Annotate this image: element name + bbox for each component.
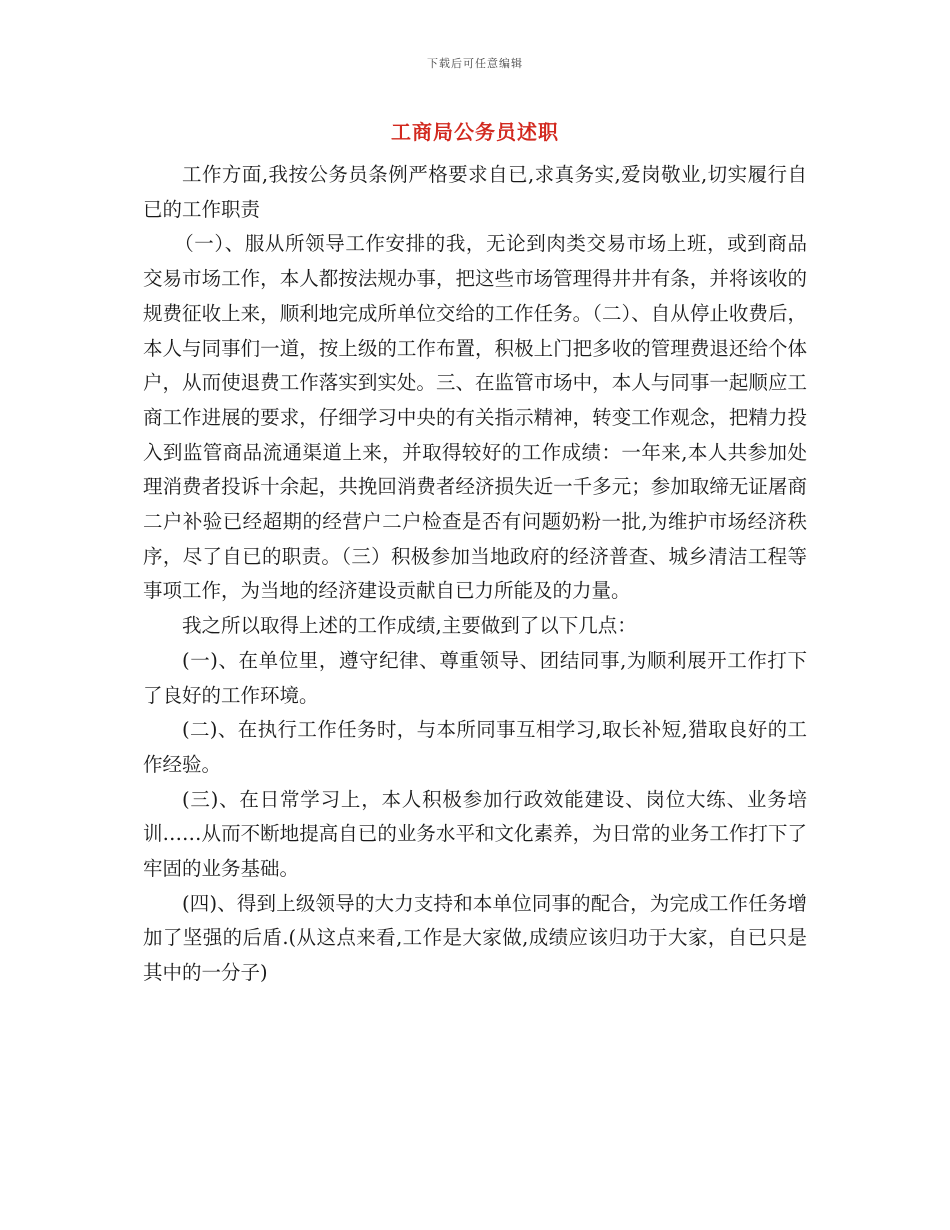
paragraph-point-1: (一)、在单位里，遵守纪律、尊重领导、团结同事,为顺利展开工作打下了良好的工作环境。 — [143, 648, 807, 707]
page-header-note: 下载后可任意编辑 — [427, 57, 523, 70]
document-body — [143, 158, 807, 991]
paragraph-intro: 工作方面,我按公务员条例严格要求自已,求真务实,爱岗敬业,切实履行自已的工作职责 — [143, 163, 807, 221]
paragraph-work-details: （一）、服从所领导工作安排的我，无论到肉类交易市场上班，或到商品交易市场工作，本人都按法规办事，把这些市场管理得井井有条，并将该收的规费征收上来，顺利地完成所单位交给的工作任务。（二）、自从停止收费后，本人与同事们一道，按上级的工作布置，积极上门把多收的管理费退还给个体户，从而使退费工作落实到实处。三、在监管市场中，本人与同事一起顺应工商工作进展的要求，仔细学习中央的有关指示精神，转变工作观念，把精力投入到监管商品流通渠道上来，并取得较好的工作成绩：一年来,本人共参加处理消费者投诉十余起，共挽回消费者经济损失近一千多元；参加取缔无证屠商二户补验已经超期的经营户二户检查是否有问题奶粉一批,为维护市场经济秩序，尽了自已的职责。（三）积极参加当地政府的经济普查、城乡清洁工程等事项工作，为当地的经济建设贡献自已力所能及的力量。 — [143, 232, 807, 603]
document-title: 工商局公务员述职 — [391, 120, 559, 144]
paragraph-point-4: (四)、得到上级领导的大力支持和本单位同事的配合，为完成工作任务增加了坚强的后盾.(从这点来看,工作是大家做,成绩应该归功于大家，自已只是其中的一分子) — [143, 891, 807, 985]
paragraph-summary-lead: 我之所以取得上述的工作成绩,主要做到了以下几点： — [182, 614, 637, 638]
paragraph-point-2: (二)、在执行工作任务时，与本所同事互相学习,取长补短,猎取良好的工作经验。 — [143, 718, 807, 776]
paragraph-point-3: (三)、在日常学习上，本人积极参加行政效能建设、岗位大练、业务培训……从而不断地提高自已的业务水平和文化素养，为日常的业务工作打下了牢固的业务基础。 — [143, 787, 807, 881]
